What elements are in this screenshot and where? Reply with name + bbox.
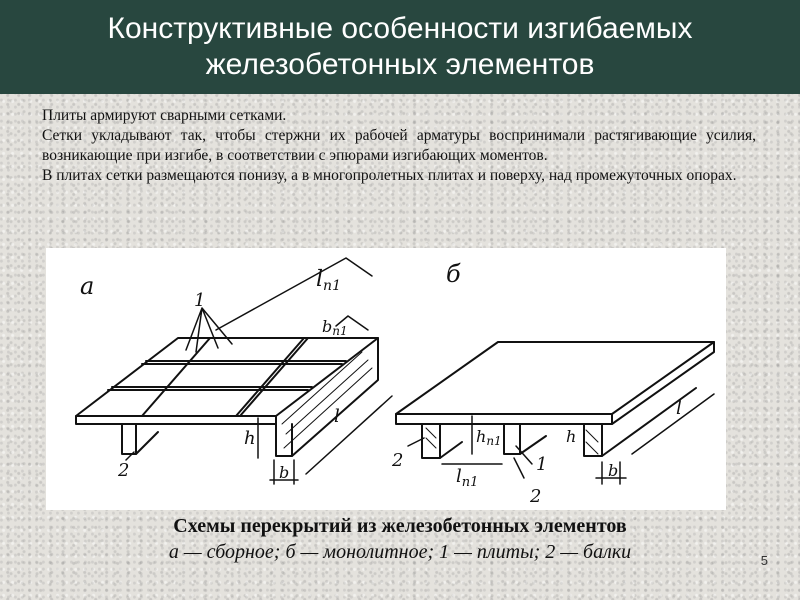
scheme-b-callout-2a: 2 — [392, 450, 404, 471]
figure-caption — [60, 514, 740, 566]
scheme-a-base-label: b — [279, 463, 290, 482]
caption-title: Схемы перекрытий из железобетонных элементов — [173, 515, 627, 537]
scheme-b-beam-height-label: h — [566, 427, 577, 446]
caption-subtitle: а — сборное; б — монолитное; 1 — плиты; 2 — балки — [168, 541, 632, 563]
slide-title — [100, 11, 700, 83]
paragraph-1: Плиты армируют сварными сетками. — [42, 107, 287, 124]
scheme-a-callout-2: 2 — [118, 460, 130, 481]
slide-number: 5 — [760, 553, 768, 568]
slide-title-line-1: Конструктивные особенности изгибаемых — [107, 12, 693, 45]
scheme-b-length-label: l — [676, 398, 682, 419]
monolithic-scheme-drawing — [396, 342, 714, 484]
scheme-b-callout-1: 1 — [536, 454, 548, 475]
scheme-a-height-label: h — [244, 428, 256, 449]
scheme-a-width-label: bп1 — [322, 317, 348, 338]
scheme-a-callout-1: 1 — [194, 290, 206, 311]
scheme-a-span-label: lп1 — [316, 267, 341, 294]
paragraph-3: В плитах сетки размещаются понизу, а в многопролетных плитах и поверху, над промежуточных опорах. — [42, 167, 737, 184]
precast-scheme-drawing — [76, 258, 392, 484]
scheme-a-length-label: l — [334, 406, 340, 427]
title-bar — [0, 0, 800, 94]
scheme-b-callout-2b: 2 — [530, 486, 542, 507]
scheme-b-base-label: b — [608, 461, 619, 480]
scheme-b-span-label: $l_{п1}$ — [456, 466, 479, 490]
paragraph-2: Сетки укладывают так, чтобы стержни их рабочей арматуры воспринимали растягивающие усилия, возникающие при изгибе, в соответствии с эпюрами изгибающих моментов. — [42, 127, 756, 164]
scheme-a-letter: а — [80, 272, 95, 300]
body-text — [42, 106, 756, 186]
floor-schemes-drawing — [46, 248, 726, 510]
slide-title-line-2: железобетонных элементов — [205, 48, 595, 81]
scheme-b-height-label: hп1 — [476, 427, 502, 448]
scheme-b-letter: б — [446, 260, 461, 288]
floor-schemes-figure — [46, 248, 726, 510]
